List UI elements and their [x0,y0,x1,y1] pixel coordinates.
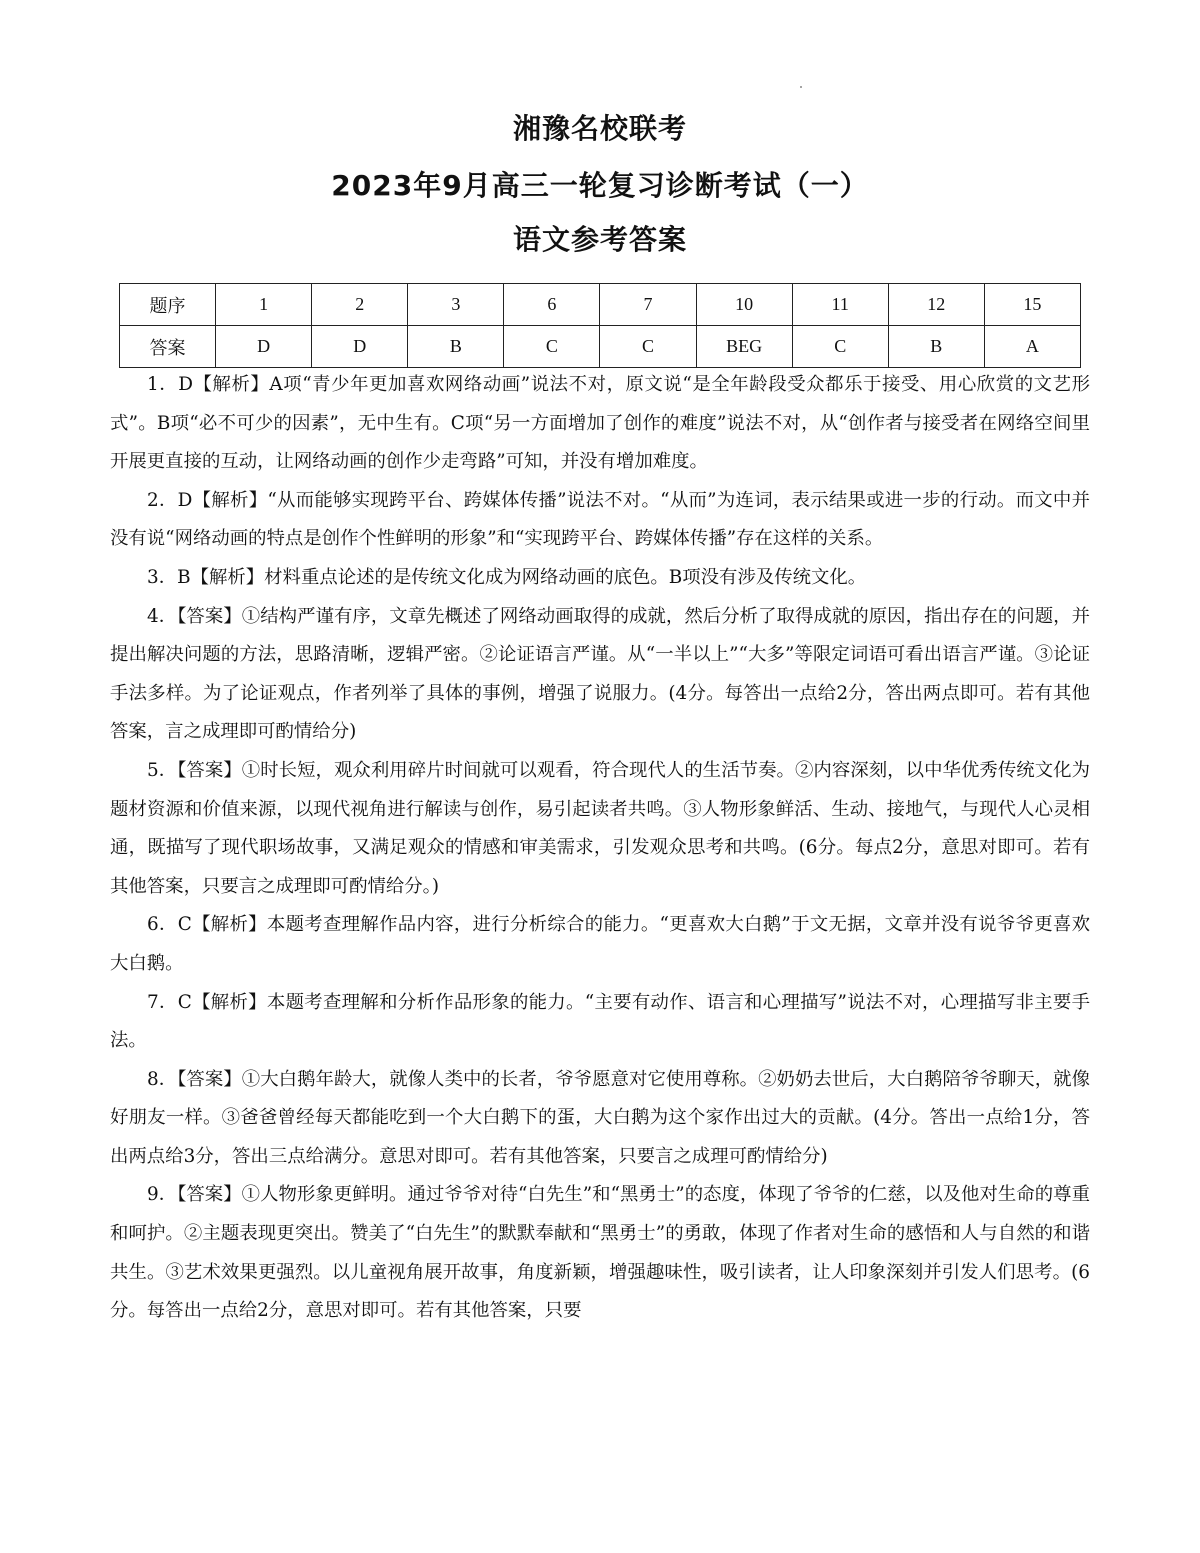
answer-cell: C [792,326,888,368]
scan-dot [800,86,802,88]
explanation-q8: 8．【答案】①大白鹅年龄大，就像人类中的长者，爷爷愿意对它使用尊称。②奶奶去世后，大白鹅陪爷爷聊天，就像好朋友一样。③爸爸曾经每天都能吃到一个大白鹅下的蛋，大白鹅为这个家作出过大的贡献。(4分。答出一点给1分，答出两点给3分，答出三点给满分。意思对即可。若有其他答案，只要言之成理可酌情给分) [110,1068,1090,1167]
answer-cell: A [984,326,1080,368]
question-number-cell: 2 [312,284,408,326]
question-number-cell: 1 [216,284,312,326]
question-number-cell: 15 [984,284,1080,326]
question-number-cell: 6 [504,284,600,326]
explanation-q3: 3．B【解析】材料重点论述的是传统文化成为网络动画的底色。B项没有涉及传统文化。 [147,566,867,588]
question-number-cell: 3 [408,284,504,326]
answer-cell: D [312,326,408,368]
answer-label: 答案 [120,326,216,368]
header [0,112,1200,257]
subject-answer-title: 语文参考答案 [512,223,687,256]
explanation-q9: 9．【答案】①人物形象更鲜明。通过爷爷对待“白先生”和“黑勇士”的态度，体现了爷爷的仁慈，以及他对生命的尊重和呵护。②主题表现更突出。赞美了“白先生”的默默奉献和“黑勇士”的勇敢，体现了作者对生命的感悟和人与自然的和谐共生。③艺术效果更强烈。以儿童视角展开故事，角度新颖，增强趣味性，吸引读者，让人印象深刻并引发人们思考。(6分。每答出一点给2分，意思对即可。若有其他答案，只要 [110,1184,1090,1322]
explanation-q7: 7．C【解析】本题考查理解和分析作品形象的能力。“主要有动作、语言和心理描写”说法不对，心理描写非主要手法。 [110,991,1090,1052]
answer-table [119,283,1081,368]
answer-cell: C [600,326,696,368]
answer-explanations [110,366,1090,1331]
answer-cell: C [504,326,600,368]
exam-alliance-title: 湘豫名校联考 [512,112,687,145]
question-number-cell: 7 [600,284,696,326]
answer-cell: B [888,326,984,368]
answer-cell: B [408,326,504,368]
question-number-row [120,284,1081,326]
explanation-q5: 5．【答案】①时长短，观众利用碎片时间就可以观看，符合现代人的生活节奏。②内容深刻，以中华优秀传统文化为题材资源和价值来源，以现代视角进行解读与创作，易引起读者共鸣。③人物形象鲜活、生动、接地气，与现代人心灵相通，既描写了现代职场故事，又满足观众的情感和审美需求，引发观众思考和共鸣。(6分。每点2分，意思对即可。若有其他答案，只要言之成理即可酌情给分。) [110,759,1090,897]
question-number-label: 题序 [120,284,216,326]
explanation-q6: 6．C【解析】本题考查理解作品内容，进行分析综合的能力。“更喜欢大白鹅”于文无据，文章并没有说爷爷更喜欢大白鹅。 [110,914,1090,974]
explanation-q2: 2．D【解析】“从而能够实现跨平台、跨媒体传播”说法不对。“从而”为连词，表示结果或进一步的行动。而文中并没有说“网络动画的特点是创作个性鲜明的形象”和“实现跨平台、跨媒体传播”存在这样的关系。 [110,489,1090,550]
question-number-cell: 12 [888,284,984,326]
answer-cell: D [216,326,312,368]
question-number-cell: 10 [696,284,792,326]
question-number-cell: 11 [792,284,888,326]
answer-row [120,326,1081,368]
explanation-q1: 1．D【解析】A项“青少年更加喜欢网络动画”说法不对，原文说“是全年龄段受众都乐于接受、用心欣赏的文艺形式”。B项“必不可少的因素”，无中生有。C项“另一方面增加了创作的难度”说法不对，从“创作者与接受者在网络空间里开展更直接的互动，让网络动画的创作少走弯路”可知，并没有增加难度。 [110,374,1090,473]
answer-cell: BEG [696,326,792,368]
exam-name-title: 2023年9月高三一轮复习诊断考试（一） [331,169,869,202]
explanation-q4: 4．【答案】①结构严谨有序，文章先概述了网络动画取得的成就，然后分析了取得成就的原因，指出存在的问题，并提出解决问题的方法，思路清晰，逻辑严密。②论证语言严谨。从“一半以上”“大多”等限定词语可看出语言严谨。③论证手法多样。为了论证观点，作者列举了具体的事例，增强了说服力。(4分。每答出一点给2分，答出两点即可。若有其他答案，言之成理即可酌情给分) [110,605,1090,743]
